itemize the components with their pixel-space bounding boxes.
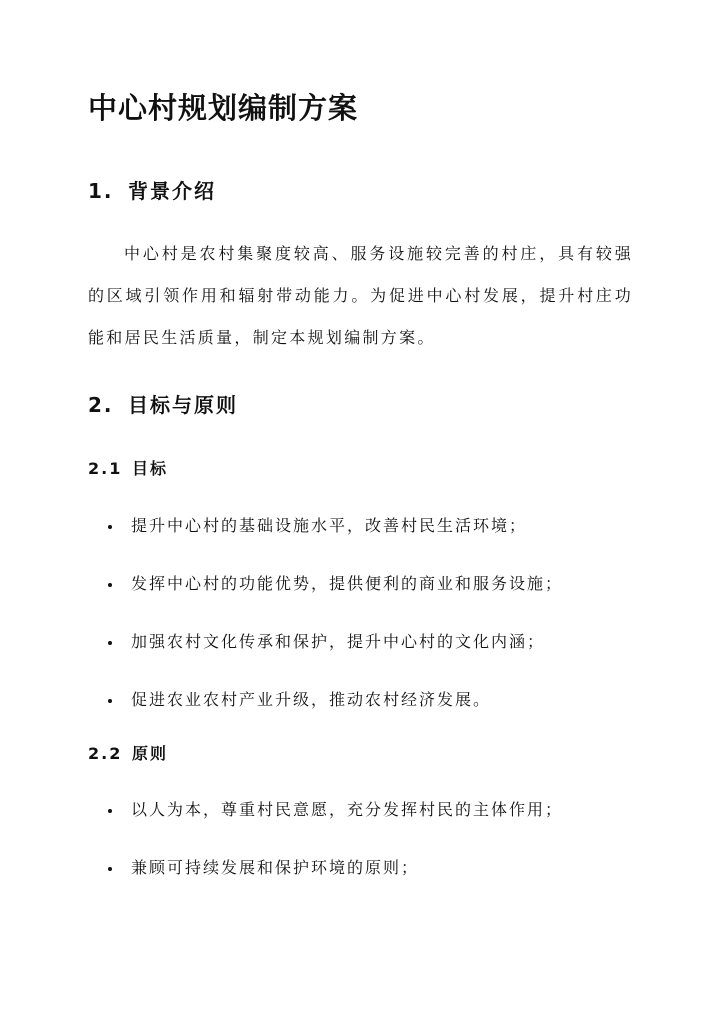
bullet-icon (108, 867, 112, 871)
section-2-heading (88, 389, 238, 418)
document-title: 中心村规划编制方案 (88, 91, 359, 125)
section-2-number: 2. (88, 393, 114, 417)
list-item-text: 促进农业农村产业升级，推动农村经济发展。 (131, 690, 492, 709)
section-1-number: 1. (88, 179, 114, 203)
background-paragraph: 中心村是农村集聚度较高、服务设施较完善的村庄，具有较强的区域引领作用和辐射带动能力。为促进中心村发展，提升村庄功能和居民生活质量，制定本规划编制方案。 (88, 244, 633, 347)
subsection-2-1-number: 2.1 (88, 459, 123, 478)
list-item-text: 发挥中心村的功能优势，提供便利的商业和服务设施； (131, 574, 564, 593)
list-item-text: 兼顾可持续发展和保护环境的原则； (131, 858, 420, 877)
subsection-2-2-title: 原则 (132, 744, 169, 763)
bullet-icon (108, 641, 112, 645)
bullet-icon (108, 809, 112, 813)
subsection-2-1-title: 目标 (132, 459, 169, 478)
section-1-title: 背景介绍 (128, 179, 216, 203)
bullet-icon (108, 583, 112, 587)
subsection-2-2-heading (88, 741, 168, 764)
bullet-icon (108, 525, 112, 529)
section-1-heading (88, 175, 216, 204)
subsection-2-1-heading (88, 456, 168, 479)
list-item-text: 以人为本，尊重村民意愿，充分发挥村民的主体作用； (131, 800, 564, 819)
section-2-title: 目标与原则 (128, 393, 238, 417)
subsection-2-2-number: 2.2 (88, 744, 123, 763)
list-item-text: 提升中心村的基础设施水平，改善村民生活环境； (131, 516, 528, 535)
list-item-text: 加强农村文化传承和保护，提升中心村的文化内涵； (131, 632, 546, 651)
bullet-icon (108, 699, 112, 703)
